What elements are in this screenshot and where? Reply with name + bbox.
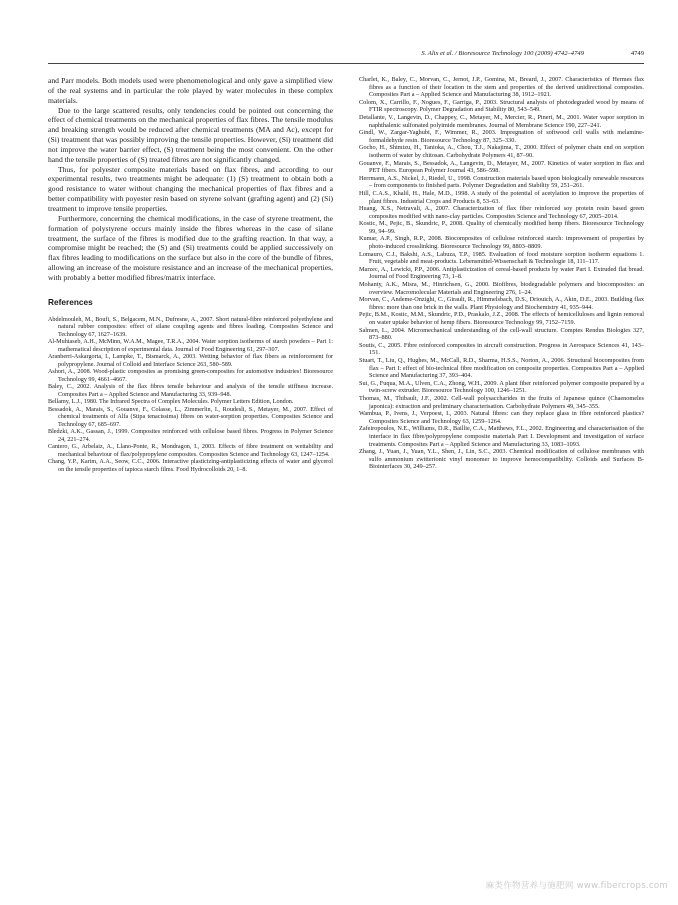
reference-entry: Soutis, C., 2005. Fibre reinforced composites in aircraft construction. Progress in Aerospace Sciences 41, 143–151. bbox=[359, 341, 644, 357]
reference-entry: Zafeiropoulos, N.E., Williams, D.R., Baillie, C.A., Matthews, F.L., 2002. Engineering and characterisation of the interface in flax fibre/polypropylene composite materials Part I. Development and investigation of surface treatments. Composites Part a – Applied Science and Manufacturing 33, 1083–1093. bbox=[359, 425, 644, 448]
header-rule bbox=[48, 63, 644, 64]
reference-entry: Huang, X.S., Netravali, A., 2007. Characterization of flax fiber reinforced soy protein resin based green composites modified with nano-clay particles. Composites Science and Technology 67, 2005–2014. bbox=[359, 205, 644, 220]
references-heading: References bbox=[48, 296, 93, 307]
reference-entry: Bellamy, L.J., 1980. The Infrared Spectra of Complex Molecules. Polymer Letters Edition, London. bbox=[48, 399, 294, 406]
reference-entry: Gouanve, F., Marais, S., Bessadok, A., Langevin, D., Metayer, M., 2007. Kinetics of water sorption in flax and PET fibers. European Polymer Journal 43, 586–598. bbox=[359, 159, 644, 175]
reference-list-right bbox=[359, 76, 644, 471]
reference-entry: Pejic, B.M., Kostic, M.M., Skundric, P.D., Praskalo, J.Z., 2008. The effects of hemicelluloses and lignin removal on water uptake behavior of hemp fibers. Bioresource Technology 99, 7152–7159. bbox=[359, 311, 644, 326]
reference-entry: Chang, Y.P., Karim, A.A., Seow, C.C., 2006. Interactive plasticizing-antiplasticizing effects of water and glycerol on the tensile properties of tapioca starch films. Food Hydrocolloids 20, 1–8. bbox=[48, 459, 333, 473]
reference-entry: Stuart, T., Liu, Q., Hughes, M., McCall, R.D., Sharma, H.S.S., Norton, A., 2006. Structural biocomposites from flax – Part I: effect of bio-technical fibre modification on composite properties. Composites Part a – Applied Science and Manufacturing 37, 393–404. bbox=[359, 356, 644, 380]
reference-entry: Cantero, G., Arbelaiz, A., Llano-Ponte, R., Mondragon, I., 2003. Effects of fibre treatment on wettability and mechanical behaviour of flax/polypropylene composites. Composites Science and Technology 63, 1247–1254. bbox=[48, 444, 333, 458]
reference-entry: Aranberri-Askargorta, I., Lampke, T., Bismarck, A., 2003. Wetting behavior of flax fibers as reinforcement for polypropylene. Journal of Colloid and Interface Science 263, 580–589. bbox=[48, 354, 333, 368]
reference-entry: Lomauro, C.J., Bakshi, A.S., Labuza, T.P., 1985. Evaluation of food moisture sorption isotherm equations 1. Fruit, vegetable and meat-products. Lebensmittel-Wissenschaft & Technologie 18, 111–117. bbox=[359, 250, 644, 266]
body-paragraph: Thus, for polyester composite materials based on flax fibres, and according to our experimental results, two treatments might be adequate: (1) (S) treatment to obtain both a good resistance to water without changing the mechanical properties of flax fibres and a better compatibility with poyester resin based on styrene solvant (grafting agent) and (2) (Si) treatment to improve tensile properties. bbox=[48, 164, 333, 213]
reference-entry: Colom, X., Carrillo, F., Nogues, F., Garriga, P., 2003. Structural analysis of photodegraded wood by means of FTIR spectroscopy. Polymer Degradation and Stability 80, 543–549. bbox=[359, 98, 644, 114]
running-header bbox=[48, 50, 644, 62]
page-number: 4749 bbox=[630, 50, 644, 57]
reference-entry: Kostic, M., Pejic, B., Skundric, P., 2008. Quality of chemically modified hemp fibers. Bioresource Technology 99, 94–99. bbox=[359, 220, 644, 235]
reference-list-left bbox=[48, 317, 333, 475]
reference-entry: Al-Muhtaseb, A.H., McMinn, W.A.M., Magee, T.R.A., 2004. Water sorption isotherms of starch powders – Part 1: mathematical description of experimental data. Journal of Food Engineering 61, 297–307. bbox=[48, 339, 333, 353]
reference-entry: Bledzki, A.K., Gassan, J., 1999. Composites reinforced with cellulose based fibres. Progress in Polymer Science 24, 221–274. bbox=[48, 429, 333, 443]
reference-entry: Baley, C., 2002. Analysis of the flax fibres tensile behaviour and analysis of the tensile stiffness increase. Composites Part a – Applied Science and Manufacturing 33, 939–948. bbox=[48, 384, 333, 398]
left-column bbox=[48, 76, 333, 474]
reference-entry: Sui, G., Fuqua, M.A., Ulven, C.A., Zhong, W.H., 2009. A plant fiber reinforced polymer composite prepared by a twin-screw extruder. Bioresource Technology 100, 1246–1251. bbox=[359, 379, 644, 395]
reference-entry: Marzec, A., Lewicki, P.P., 2006. Antiplasticization of cereal-based products by water Part I. Extruded flat bread. Journal of Food Engineering 73, 1–8. bbox=[359, 265, 644, 281]
reference-entry: Morvan, C., Andeme-Onzighi, C., Girault, R., Himmelsbach, D.S., Driouich, A., Akin, D.E., 2003. Building flax fibres: more than one brick in the walls. Plant Physiology and Biochemistry 41, 935–944. bbox=[359, 296, 644, 311]
reference-entry: Charlet, K., Baley, C., Morvan, C., Jernot, J.P., Gomina, M., Breard, J., 2007. Characteristics of Hermes flax fibres as a function of their location in the stem and properties of the derived unidirectional composites. Composites Part a – Applied Science and Manufacturing 38, 1912–1921. bbox=[359, 76, 644, 99]
right-column bbox=[359, 76, 644, 471]
reference-entry: Mohanty, A.K., Misra, M., Hinrichsen, G., 2000. Biofibres, biodegradable polymers and biocomposites: an overview. Macromolecular Materials and Engineering 276, 1–24. bbox=[359, 281, 644, 296]
body-paragraph: and Parr models. Both models used were phenomenological and only gave a simplified view of the real systems and in particular the role played by water molecules in these complex materials. bbox=[48, 76, 333, 105]
reference-entry: Bessadok, A., Marais, S., Gouanve, F., Colasse, L., Zimmerlin, I., Roudesli, S., Metayer, M., 2007. Effect of chemical treatments of Alfa (Stipa tenacissima) fibres on water-sorption properties. Composites Science and Technology 67, 685–697. bbox=[48, 406, 333, 428]
reference-entry: Gocho, H., Shimizu, H., Tanioka, A., Chou, T.J., Nakajima, T., 2000. Effect of polymer chain end on sorption isotherm of water by chitosan. Carbohydrate Polymers 41, 87–90. bbox=[359, 144, 644, 159]
reference-entry: Abdelmouleh, M., Boufi, S., Belgacem, M.N., Dufresne, A., 2007. Short natural-fibre reinforced polyethylene and natural rubber composites: effect of silane coupling agents and fibres loading. Composites Science and Technology 67, 1627–1639. bbox=[48, 316, 333, 338]
body-paragraph: Furthermore, concerning the chemical modifications, in the case of styrene treatment, the formation of polystyrene occurs mainly inside the fibres whereas in the case of silane treatment, the surface of the fibres is modified due to the grafting reaction. In that way, a compromise might be reached; the (S) and (Si) treatments could be applied successively on flax fibres leading to modifications on the surface but also in the core of the bundle of fibres, allowing an increase of the moisture resistance and an increase of the mechanical properties, with probably a better modified fibres/matrix interface. bbox=[48, 213, 333, 282]
reference-entry: Ashori, A., 2008. Wood-plastic composites as promising green-composites for automotive industries! Bioresource Technology 99, 4661–4667. bbox=[48, 369, 333, 383]
reference-entry: Detallante, V., Langevin, D., Chappey, C., Metayer, M., Mercier, R., Pineri, M., 2001. Water vapor sorption in naphthalenic sulfonated polyimide membranes. Journal of Membrane Science 190, 227–241. bbox=[359, 113, 644, 129]
reference-entry: Hill, C.A.S., Khalil, H., Hale, M.D., 1998. A study of the potential of acetylation to improve the properties of plant fibres. Industrial Crops and Products 8, 53–63. bbox=[359, 189, 644, 205]
reference-entry: Kumar, A.P., Singh, R.P., 2008. Biocomposites of cellulose reinforced starch: improvement of properties by photo-induced crosslinking. Bioresource Technology 99, 8803–8809. bbox=[359, 235, 644, 251]
body-paragraph: Due to the large scattered results, only tendencies could be pointed out concerning the effect of chemical treatments on the mechanical properties of flax fibres. The tensile modulus and breaking strength would be reduced after chemical treatments (MA and Ac), except for (Si) treatment that was possibly improving the tensile properties. However, (Si) treatment did not improve the water barrier effect, (S) treatment being the most convenient. On the other hand the tensile properties of (S) treated fibres are not significantly changed. bbox=[48, 105, 333, 164]
reference-entry: Gindl, W., Zargar-Yaghubi, F., Wimmer, R., 2003. Impregnation of softwood cell walls with melamine-formaldehyde resin. Bioresource Technology 87, 325–330. bbox=[359, 129, 644, 144]
reference-entry: Salmen, L., 2004. Micromechanical understanding of the cell-wall structure. Comptes Rendus Biologies 327, 873–880. bbox=[359, 326, 644, 342]
watermark: 麻类作物营养与施肥网 www.fibercrops.com bbox=[485, 881, 668, 891]
reference-entry: Zhang, J., Yuan, J., Yuan, Y.L., Shen, J., Lin, S.C., 2003. Chemical modification of cellulose membranes with sulfo ammonium zwitterionic vinyl monomer to improve hemocompatibility. Colloids and Surfaces B-Biointerfaces 30, 249–257. bbox=[359, 448, 644, 471]
journal-citation: S. Alix et al. / Bioresource Technology 100 (2009) 4742–4749 bbox=[421, 50, 584, 57]
reference-entry: Wambua, P., Ivens, J., Verpoest, I., 2003. Natural fibres: can they replace glass in fibre reinforced plastics? Composites Science and Technology 63, 1259–1264. bbox=[359, 410, 644, 425]
reference-entry: Thomas, M., Thibault, J.F., 2002. Cell-wall polysaccharides in the fruits of Japanese quince (Chaenomeles japonica): extraction and preliminary characterisation. Carbohydrate Polymers 49, 345–355. bbox=[359, 394, 644, 410]
reference-entry: Herrmann, A.S., Nickel, J., Riedel, U., 1998. Construction materials based upon biologically renewable resources – from components to finished parts. Polymer Degradation and Stability 59, 251–261. bbox=[359, 174, 644, 190]
